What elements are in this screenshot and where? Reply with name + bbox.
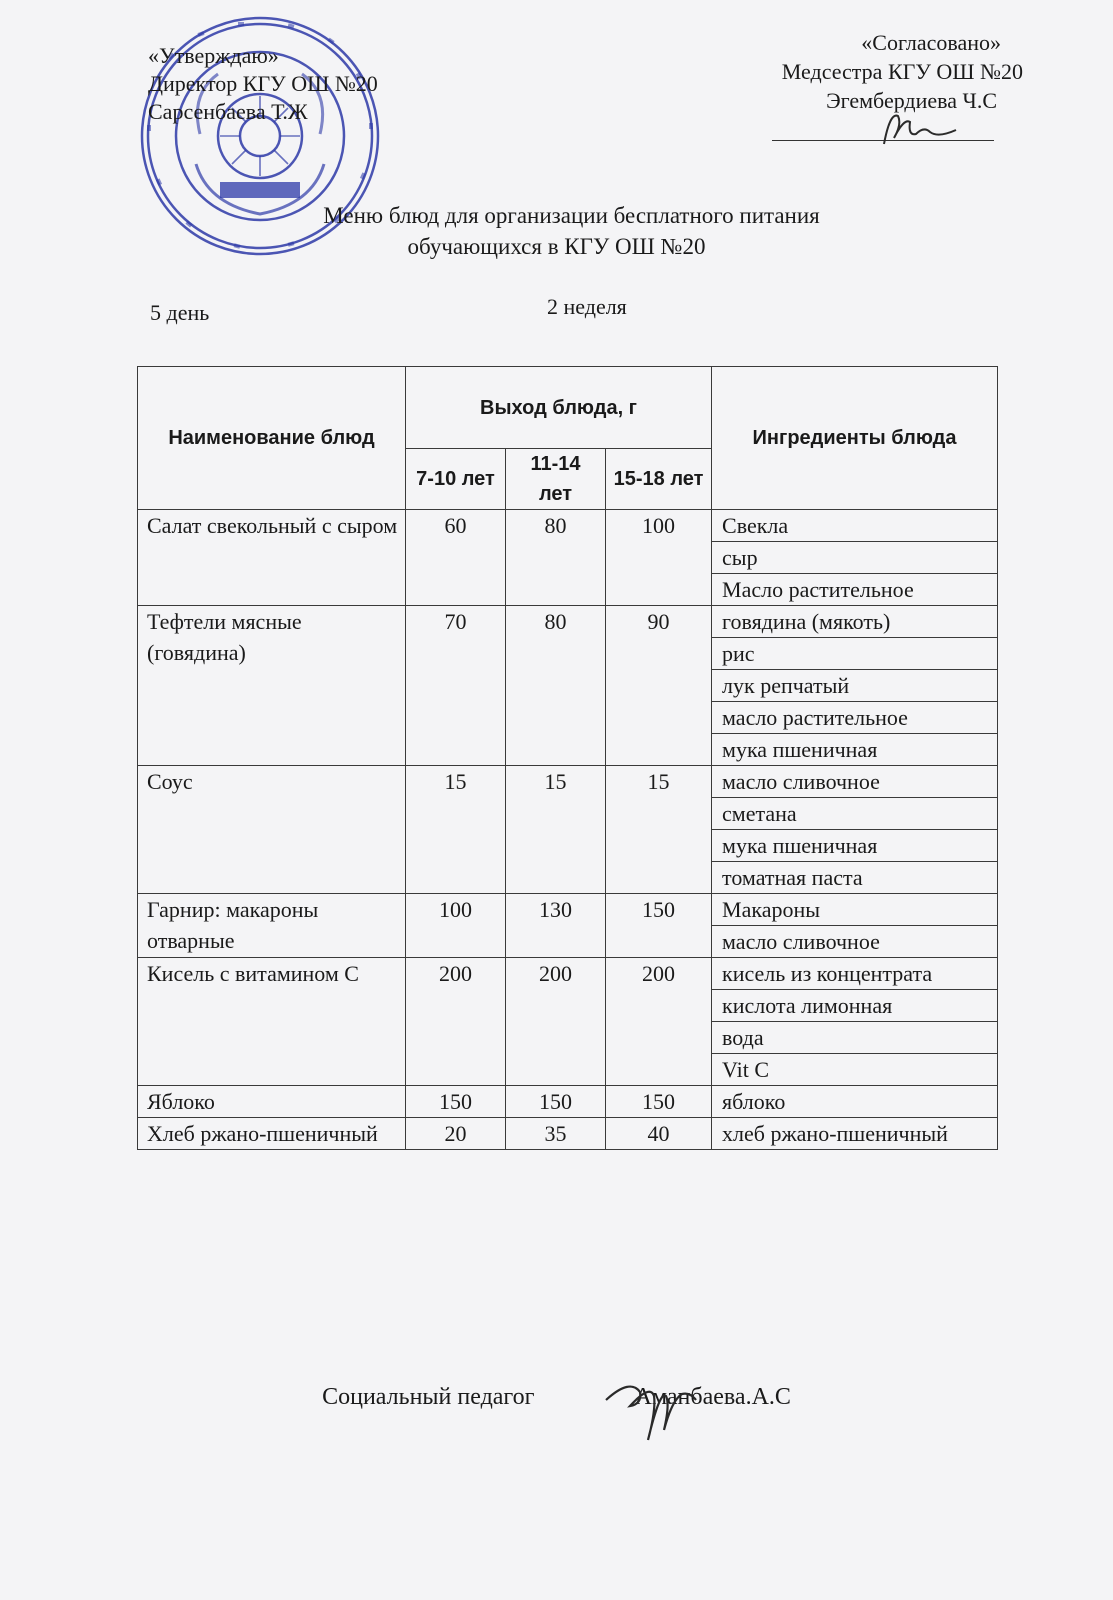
nurse-signature: [880, 104, 960, 154]
footer-person: Аманбаева.А.С: [634, 1384, 791, 1410]
ingredient: яблоко: [712, 1086, 998, 1118]
table-row: [138, 1118, 998, 1150]
dish-name: Яблоко: [138, 1086, 406, 1118]
ingredient: Макароны: [712, 894, 998, 926]
dish-output-age-2: 80: [506, 606, 606, 766]
approve-name: Сарсенбаева Т.Ж: [148, 99, 308, 124]
dish-output-age-2: 200: [506, 958, 606, 1086]
agree-block: [782, 28, 1023, 115]
dish-name: Кисель с витамином С: [138, 958, 406, 1086]
ingredient: говядина (мякоть): [712, 606, 998, 638]
day-label: 5 день: [150, 300, 210, 325]
dish-output-age-3: 100: [606, 510, 712, 606]
dish-output-age-3: 200: [606, 958, 712, 1086]
table-row: [138, 894, 998, 926]
dish-output-age-3: 150: [606, 894, 712, 958]
dish-output-age-2: 15: [506, 766, 606, 894]
title-line-2: обучающихся в КГУ ОШ №20: [407, 234, 706, 259]
dish-output-age-3: 40: [606, 1118, 712, 1150]
dish-output-age-3: 15: [606, 766, 712, 894]
approve-position: Директор КГУ ОШ №20: [148, 71, 378, 96]
ingredient: масло растительное: [712, 702, 998, 734]
table-row: [138, 606, 998, 638]
ingredient: масло сливочное: [712, 926, 998, 958]
dish-name: Тефтели мясные (говядина): [138, 606, 406, 766]
week-label: 2 неделя: [547, 294, 627, 319]
ingredient: Масло растительное: [712, 574, 998, 606]
dish-output-age-2: 150: [506, 1086, 606, 1118]
dish-output-age-3: 150: [606, 1086, 712, 1118]
dish-output-age-1: 200: [406, 958, 506, 1086]
agree-position: Медсестра КГУ ОШ №20: [781, 59, 1023, 84]
document-title: [0, 200, 1113, 262]
ingredient: вода: [712, 1022, 998, 1054]
ingredient: мука пшеничная: [712, 830, 998, 862]
dish-output-age-1: 70: [406, 606, 506, 766]
approve-heading: «Утверждаю»: [148, 43, 279, 68]
ingredient: хлеб ржано-пшеничный: [712, 1118, 998, 1150]
menu-table: [137, 366, 998, 1150]
ingredient: Vit C: [712, 1054, 998, 1086]
dish-output-age-2: 80: [506, 510, 606, 606]
header-age-11-14: 11-14 лет: [506, 449, 606, 510]
dish-output-age-2: 35: [506, 1118, 606, 1150]
ingredient: Свекла: [712, 510, 998, 542]
header-ingredients: Ингредиенты блюда: [712, 367, 998, 510]
ingredient: мука пшеничная: [712, 734, 998, 766]
ingredient: лук репчатый: [712, 670, 998, 702]
dish-output-age-1: 15: [406, 766, 506, 894]
dish-output-age-1: 20: [406, 1118, 506, 1150]
footer-role: Социальный педагог: [322, 1384, 535, 1410]
dish-name: Гарнир: макароны отварные: [138, 894, 406, 958]
agree-heading: «Согласовано»: [861, 30, 1001, 55]
footer-signature: [0, 1384, 1113, 1411]
ingredient: рис: [712, 638, 998, 670]
approve-block: [148, 42, 378, 126]
ingredient: сметана: [712, 798, 998, 830]
ingredient: томатная паста: [712, 862, 998, 894]
title-line-1: Меню блюд для организации бесплатного питания: [323, 203, 820, 228]
ingredient: масло сливочное: [712, 766, 998, 798]
header-dish-name: Наименование блюд: [138, 367, 406, 510]
dish-output-age-1: 100: [406, 894, 506, 958]
dish-name: Салат свекольный с сыром: [138, 510, 406, 606]
dish-output-age-1: 150: [406, 1086, 506, 1118]
ingredient: сыр: [712, 542, 998, 574]
header-output: Выход блюда, г: [406, 367, 712, 449]
table-row: [138, 958, 998, 990]
menu-body: [138, 510, 998, 1150]
table-row: [138, 766, 998, 798]
agree-name: Эгембердиева Ч.С: [826, 88, 997, 113]
pedagogue-signature: [600, 1370, 700, 1460]
table-row: [138, 510, 998, 542]
dish-output-age-1: 60: [406, 510, 506, 606]
dish-name: Хлеб ржано-пшеничный: [138, 1118, 406, 1150]
dish-output-age-3: 90: [606, 606, 712, 766]
dish-output-age-2: 130: [506, 894, 606, 958]
header-age-7-10: 7-10 лет: [406, 449, 506, 510]
dish-name: Соус: [138, 766, 406, 894]
header-age-15-18: 15-18 лет: [606, 449, 712, 510]
table-row: [138, 1086, 998, 1118]
ingredient: кисель из концентрата: [712, 958, 998, 990]
ingredient: кислота лимонная: [712, 990, 998, 1022]
